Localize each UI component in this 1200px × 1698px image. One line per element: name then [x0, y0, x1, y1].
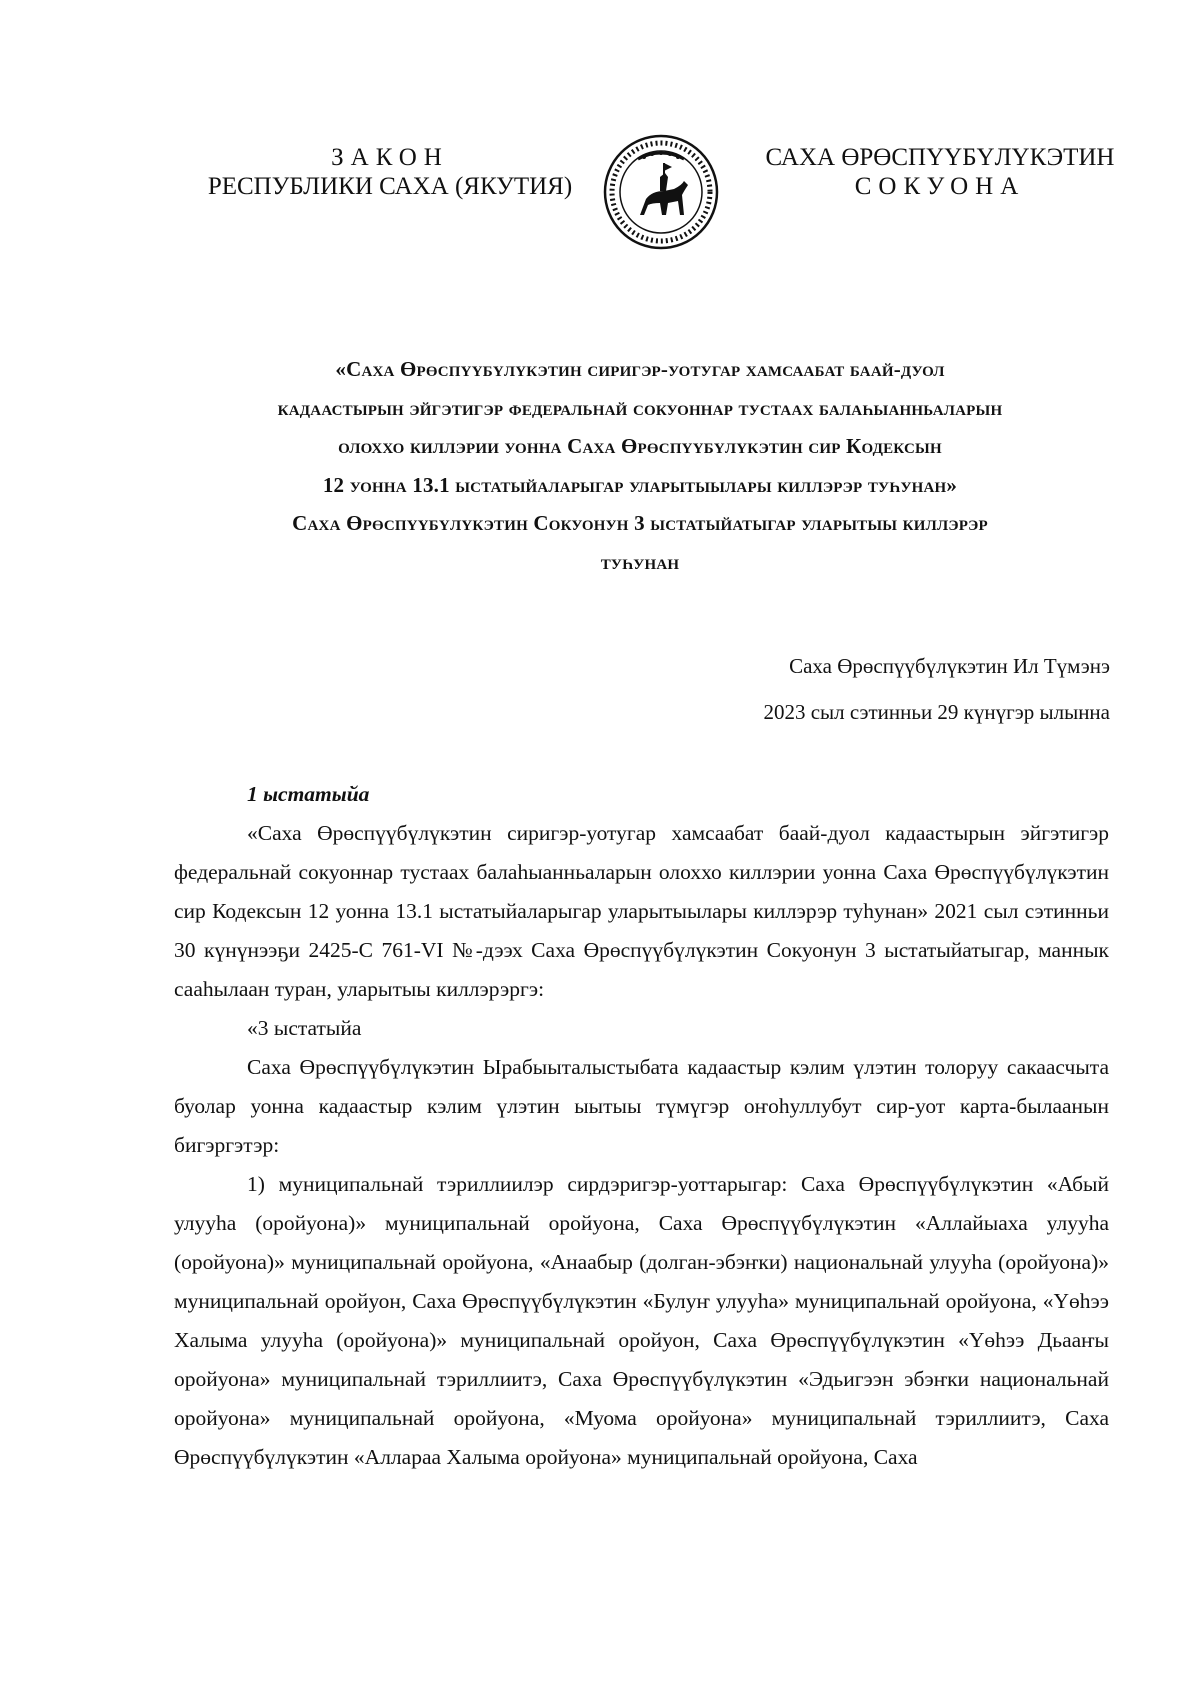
body-paragraph: «Саха Өрөспүүбүлүкэтин сиригэр-уотугар хамсаабат баай-дуол кадаастырын эйгэтигэр федеральнай сокуоннар тустаах балаһыанньаларын олоххо киллэрии уонна Саха Өрөспүүбүлүкэтин сир Кодексын 12 уонна 13.1 ыстатыйаларыгар уларытыылары киллэрэр туһунан» 2021 сыл сэтинньи 30 күнүнээҕи 2425-С 761-VI №-дээх Саха Өрөспүүбүлүкэтин Сокуонун 3 ыстатыйатыгар, маннык сааһылаан туран, уларытыы киллэрэргэ:: [174, 821, 1109, 1001]
title-line: Саха Өрөспүүбүлүкэтин Сокуонун 3 ыстатыйатыгар уларытыы киллэрэр: [292, 511, 988, 535]
adopted-by: Саха Өрөспүүбүлүкэтин Ил Түмэнэ: [789, 654, 1110, 678]
header-left: [190, 143, 590, 201]
law-title: [170, 350, 1110, 581]
header-left-law: ЗАКОН: [331, 144, 449, 171]
coat-of-arms-icon: [602, 133, 720, 251]
body-paragraph: 1) муниципальнай тэриллиилэр сирдэригэр-уоттарыгар: Саха Өрөспүүбүлүкэтин «Абый улууһа (оройуона)» муниципальнай оройуона, Саха Өрөспүүбүлүкэтин «Аллайыаха улууһа (оройуона)» муниципальнай оройуона, «Анаабыр (долган-эбэҥки) национальнай улууһа (оройуона)» муниципальнай оройуон, Саха Өрөспүүбүлүкэтин «Булуҥ улууһа» муниципальнай оройуона, «Үөһээ Халыма улууһа (оройуона)» муниципальнай оройуон, Саха Өрөспүүбүлүкэтин «Үөһээ Дьааҥы оройуона» муниципальнай тэриллиитэ, Саха Өрөспүүбүлүкэтин «Эдьигээн эбэҥки национальнай оройуона» муниципальнай оройуона, «Муома оройуона» муниципальнай тэриллиитэ, Саха Өрөспүүбүлүкэтин «Аллараа Халыма оройуона» муниципальнай оройуона, Саха: [174, 1172, 1109, 1469]
header-right-republic: САХА ӨРӨСПҮҮБҮЛҮКЭТИН: [765, 144, 1115, 171]
header-right-law: СОКУОНА: [854, 173, 1026, 200]
adoption-info: [763, 643, 1110, 735]
law-body: [174, 775, 1109, 1477]
title-line: кадаастырын эйгэтигэр федеральнай сокуоннар тустаах балаһыанньаларын: [277, 395, 1003, 420]
adoption-date: 2023 сыл сэтинньи 29 күнүгэр ылынна: [763, 700, 1110, 724]
article-heading: 1 ыстатыйа: [247, 782, 370, 806]
title-line: 12 уонна 13.1 ыстатыйаларыгар уларытыылары киллэрэр туһунан»: [322, 472, 958, 497]
header-left-republic: РЕСПУБЛИКИ САХА (ЯКУТИЯ): [207, 173, 573, 200]
title-line: туһунан: [600, 549, 680, 574]
body-paragraph: «3 ыстатыйа: [247, 1016, 362, 1040]
title-line: «Саха Өрөспүүбүлүкэтин сиригэр-уотугар хамсаабат баай-дуол: [335, 357, 945, 381]
title-line: олоххо киллэрии уонна Саха Өрөспүүбүлүкэтин сир Кодексын: [338, 434, 942, 458]
header-right: [740, 143, 1140, 201]
body-paragraph: Саха Өрөспүүбүлүкэтин Ырабыыталыстыбата кадаастыр кэлим үлэтин толоруу сакаасчыта буолар уонна кадаастыр кэлим үлэтин ыытыы түмүгэр оҥоһуллубут сир-уот карта-былаанын бигэргэтэр:: [174, 1055, 1109, 1157]
